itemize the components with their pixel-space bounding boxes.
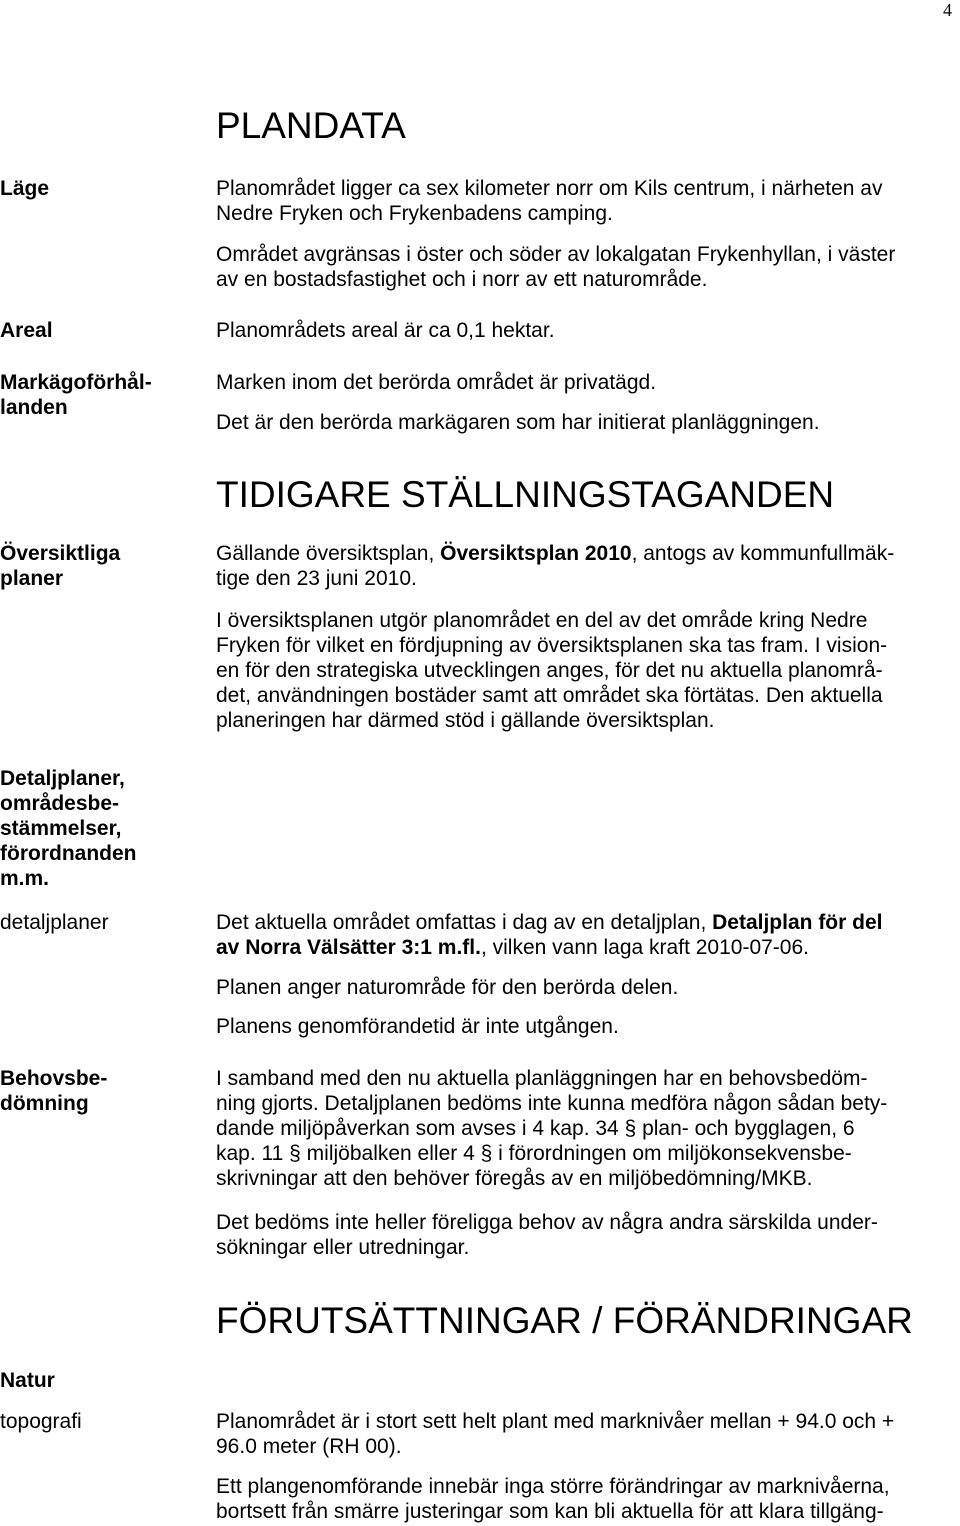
- text-line: Området avgränsas i öster och söder av lokalgatan Frykenhyllan, i väster: [216, 243, 896, 266]
- sidebar-topografi: topografi: [0, 1410, 82, 1433]
- text-line: [216, 910, 960, 935]
- text-line: [216, 935, 960, 960]
- detaljplan-paragraph-2: Planen anger naturområde för den berörda delen.: [216, 976, 679, 999]
- page-number: 4: [943, 0, 952, 20]
- lage-paragraph-1: [216, 176, 960, 226]
- sidebar-oversiktliga-planer: [0, 541, 190, 591]
- heading-tidigare: TIDIGARE STÄLLNINGSTAGANDEN: [216, 474, 835, 515]
- sidebar-line: landen: [0, 396, 68, 419]
- plan-title: Översiktsplan 2010: [440, 542, 632, 565]
- text-line: 96.0 meter (RH 00).: [216, 1435, 402, 1458]
- text-line: av en bostadsfastighet och i norr av ett naturområde.: [216, 268, 708, 291]
- text-line: bortsett från smärre justeringar som kan bli aktuella för att klara tillgäng-: [216, 1500, 884, 1523]
- sidebar-markagoforhallanden: [0, 370, 190, 420]
- sidebar-line: Markägoförhål-: [0, 371, 152, 394]
- heading-plandata: PLANDATA: [216, 105, 406, 146]
- sidebar-line: områdesbe-: [0, 792, 120, 815]
- heading-forutsattningar: FÖRUTSÄTTNINGAR / FÖRÄNDRINGAR: [216, 1300, 913, 1341]
- topografi-paragraph-2: [216, 1474, 960, 1524]
- text-span: Det aktuella området omfattas i dag av en detaljplan,: [216, 911, 713, 934]
- areal-paragraph: Planområdets areal är ca 0,1 hektar.: [216, 319, 555, 342]
- sidebar-line: Detaljplaner,: [0, 767, 125, 790]
- text-line: ning gjorts. Detaljplanen bedöms inte kunna medföra någon sådan bety-: [216, 1092, 888, 1115]
- text-line: sökningar eller utredningar.: [216, 1236, 470, 1259]
- detaljplan-paragraph-1: [216, 910, 960, 960]
- text-line: dande miljöpåverkan som avses i 4 kap. 34 § plan- och bygglagen, 6: [216, 1117, 855, 1140]
- sidebar-detaljplaner-heading: [0, 766, 190, 891]
- oversiktsplan-paragraph-2: [216, 608, 960, 733]
- text-line: Fryken för vilket en fördjupning av översiktsplanen ska tas fram. I vision-: [216, 634, 888, 657]
- topografi-paragraph-1: [216, 1409, 960, 1459]
- behovsbedomning-paragraph-1: [216, 1066, 960, 1191]
- text-line: Ett plangenomförande innebär inga större förändringar av marknivåerna,: [216, 1475, 890, 1498]
- text-line: en för den strategiska utvecklingen anges, för det nu aktuella planområ-: [216, 659, 883, 682]
- mark-paragraph-1: Marken inom det berörda området är privatägd.: [216, 371, 657, 394]
- text-line: Nedre Fryken och Frykenbadens camping.: [216, 202, 613, 225]
- oversiktsplan-paragraph-1: [216, 541, 960, 591]
- text-line: I samband med den nu aktuella planläggningen har en behovsbedöm-: [216, 1067, 868, 1090]
- sidebar-line: stämmelser,: [0, 817, 122, 840]
- text-line: tige den 23 juni 2010.: [216, 567, 417, 590]
- sidebar-line: m.m.: [0, 867, 50, 890]
- plan-title: av Norra Välsätter 3:1 m.fl.: [216, 936, 481, 959]
- text-line: kap. 11 § miljöbalken eller 4 § i förordningen om miljökonsekvensbe-: [216, 1142, 852, 1165]
- sidebar-behovsbedomning: [0, 1066, 190, 1116]
- sidebar-line: förordnanden: [0, 842, 137, 865]
- sidebar-line: planer: [0, 567, 64, 590]
- text-line: Planområdet är i stort sett helt plant med marknivåer mellan + 94.0 och +: [216, 1410, 895, 1433]
- text-span: Gällande översiktsplan,: [216, 542, 441, 565]
- text-span: , antogs av kommunfullmäk-: [631, 542, 895, 565]
- sidebar-line: dömning: [0, 1092, 89, 1115]
- sidebar-line: Översiktliga: [0, 542, 121, 565]
- text-line: Det bedöms inte heller föreligga behov av några andra särskilda under-: [216, 1211, 878, 1234]
- sidebar-line: Behovsbe-: [0, 1067, 108, 1090]
- sidebar-lage: Läge: [0, 177, 50, 200]
- sidebar-natur: Natur: [0, 1369, 55, 1392]
- text-line: skrivningar att den behöver föregås av en miljöbedömning/MKB.: [216, 1167, 813, 1190]
- text-line: det, användningen bostäder samt att området ska förtätas. Den aktuella: [216, 684, 883, 707]
- text-line: [216, 541, 960, 566]
- text-line: planeringen har därmed stöd i gällande översiktsplan.: [216, 709, 715, 732]
- text-line: I översiktsplanen utgör planområdet en del av det område kring Nedre: [216, 609, 868, 632]
- plan-title: Detaljplan för del: [712, 911, 883, 934]
- lage-paragraph-2: [216, 242, 960, 292]
- text-span: , vilken vann laga kraft 2010-07-06.: [480, 936, 809, 959]
- behovsbedomning-paragraph-2: [216, 1210, 960, 1260]
- text-line: Planområdet ligger ca sex kilometer norr om Kils centrum, i närheten av: [216, 177, 883, 200]
- detaljplan-paragraph-3: Planens genomförandetid är inte utgången.: [216, 1015, 619, 1038]
- sidebar-detaljplaner: detaljplaner: [0, 911, 109, 934]
- mark-paragraph-2: Det är den berörda markägaren som har initierat planläggningen.: [216, 411, 820, 434]
- sidebar-areal: Areal: [0, 319, 53, 342]
